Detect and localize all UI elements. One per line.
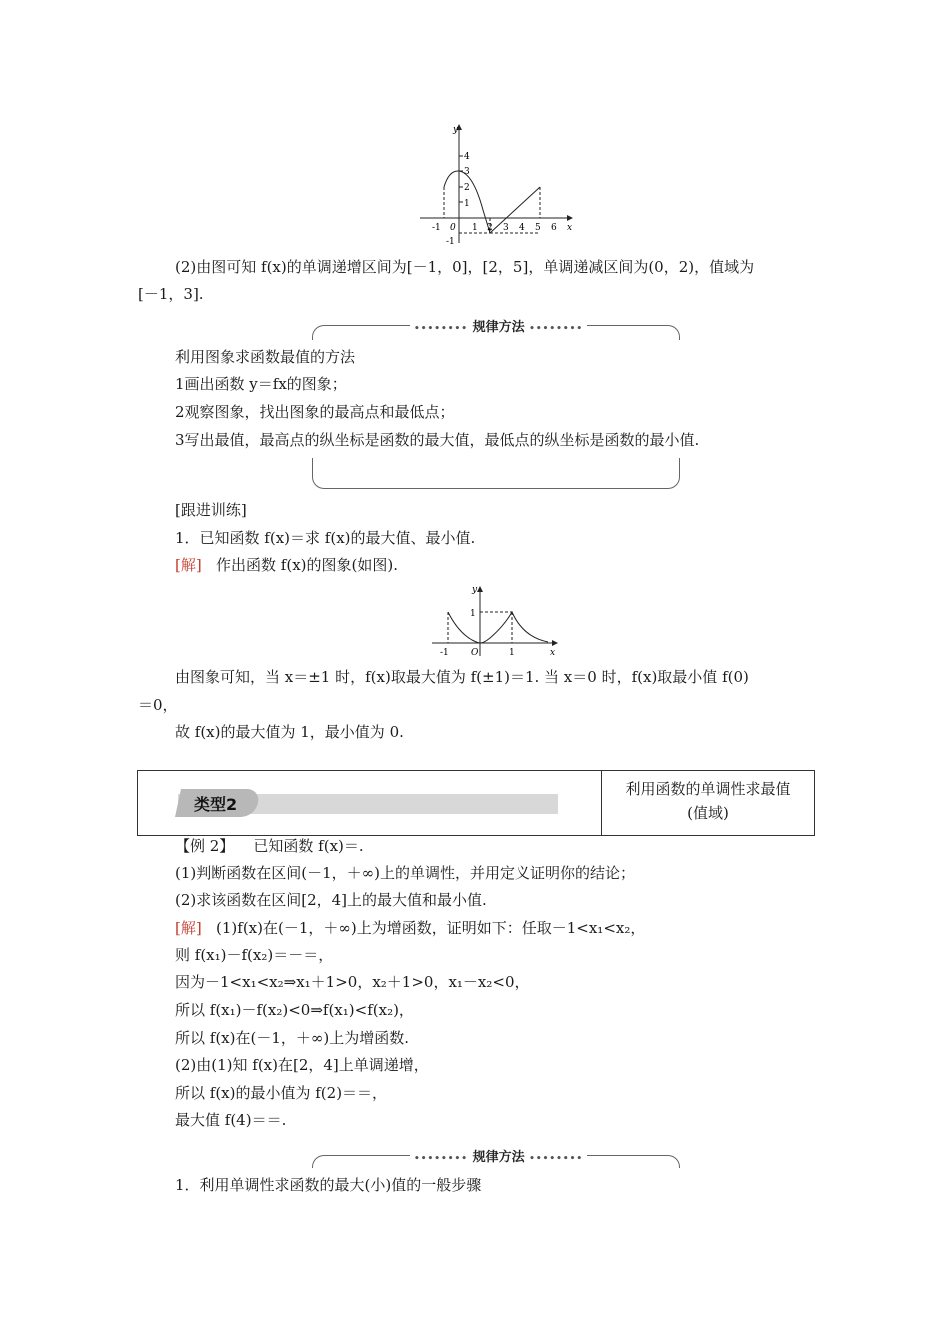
x-tick: 1 xyxy=(472,223,478,233)
example-solution-line: 所以 f(x)在(－1，＋∞)上为增函数. xyxy=(175,1029,409,1047)
practice-solution: [解] 作出函数 f(x)的图象(如图). xyxy=(175,556,398,574)
y-axis-label: y xyxy=(472,585,478,595)
y-tick: -1 xyxy=(446,237,455,247)
practice-question: 1．已知函数 f(x)＝求 f(x)的最大值、最小值. xyxy=(175,529,476,547)
y-tick: 4 xyxy=(464,152,470,162)
x-tick: 0 xyxy=(450,223,456,233)
x-axis-label: x xyxy=(550,648,556,658)
method-2-line: 1．利用单调性求函数的最大(小)值的一般步骤 xyxy=(175,1176,482,1194)
example-solution-line: 最大值 f(4)＝＝. xyxy=(175,1111,287,1129)
x-tick: 5 xyxy=(535,223,541,233)
example-solution-line: 所以 f(x₁)－f(x₂)<0⇒f(x₁)<f(x₂)， xyxy=(175,1001,414,1019)
x-tick: 6 xyxy=(551,223,557,233)
x-tick: 1 xyxy=(509,648,515,658)
solution-2-line-1: (2)由图可知 f(x)的单调递增区间为[－1，0]，[2，5]，单调递减区间为(0，2)，值域为 xyxy=(175,258,755,276)
type-header-table xyxy=(137,770,815,836)
example-q1: (1)判断函数在区间(－1，＋∞)上的单调性，并用定义证明你的结论； xyxy=(175,864,635,882)
y-axis-label: y xyxy=(453,125,459,135)
y-tick: 3 xyxy=(464,167,470,177)
example-solution-line: 所以 f(x)的最小值为 f(2)＝＝， xyxy=(175,1084,388,1102)
type-badge-label: 类型2 xyxy=(194,795,238,814)
practice-header: [跟进训练] xyxy=(175,501,247,519)
x-tick: 3 xyxy=(503,223,509,233)
example-solution-line: 则 f(x₁)－f(x₂)＝－＝， xyxy=(175,946,334,964)
method-title: •••••••• 规律方法 •••••••• xyxy=(410,316,587,335)
type-title: 利用函数的单调性求最值 (值域) xyxy=(625,780,791,822)
example-solution-line: (2)由(1)知 f(x)在[2，4]上单调递增， xyxy=(175,1056,429,1074)
x-tick: 2 xyxy=(487,223,493,233)
y-tick: 1 xyxy=(470,609,476,619)
solution-2-line-2: [－1，3]. xyxy=(138,285,204,303)
method-step: 3写出最值，最高点的纵坐标是函数的最大值，最低点的纵坐标是函数的最小值. xyxy=(175,431,700,449)
conclusion-line-3: 故 f(x)的最大值为 1，最小值为 0. xyxy=(175,723,404,741)
function-graph-1 xyxy=(415,118,575,248)
example-solution-1: [解] (1)f(x)在(－1，＋∞)上为增函数，证明如下：任取－1<x₁<x₂， xyxy=(175,919,646,937)
method-2-title: •••••••• 规律方法 •••••••• xyxy=(410,1146,587,1165)
conclusion-line-1: 由图象可知，当 x＝±1 时，f(x)取最大值为 f(±1)＝1. 当 x＝0 时，f(x)取最小值 f(0) xyxy=(175,668,749,686)
example-q2: (2)求该函数在区间[2，4]上的最大值和最小值. xyxy=(175,891,487,909)
method-intro: 利用图象求函数最值的方法 xyxy=(175,348,356,366)
y-tick: 2 xyxy=(464,183,470,193)
example-2: 【例 2】 已知函数 f(x)＝. xyxy=(175,837,364,855)
solution-tag: [解] xyxy=(175,556,202,574)
x-tick: -1 xyxy=(440,648,449,658)
method-step: 1画出函数 y＝fx的图象； xyxy=(175,375,347,393)
x-axis-label: x xyxy=(567,223,573,233)
method-step: 2观察图象，找出图象的最高点和最低点； xyxy=(175,403,455,421)
example-solution-line: 因为－1<x₁<x₂⇒x₁＋1>0，x₂＋1>0，x₁－x₂<0， xyxy=(175,973,530,991)
x-tick: 4 xyxy=(519,223,525,233)
function-graph-2 xyxy=(428,582,560,660)
conclusion-line-2: ＝0， xyxy=(138,696,178,714)
solution-tag: [解] xyxy=(175,919,202,937)
x-tick: -1 xyxy=(432,223,441,233)
x-tick: O xyxy=(471,648,479,658)
y-tick: 1 xyxy=(464,199,470,209)
method-box-bottom xyxy=(312,458,680,489)
example-tag: 【例 2】 xyxy=(175,837,235,855)
